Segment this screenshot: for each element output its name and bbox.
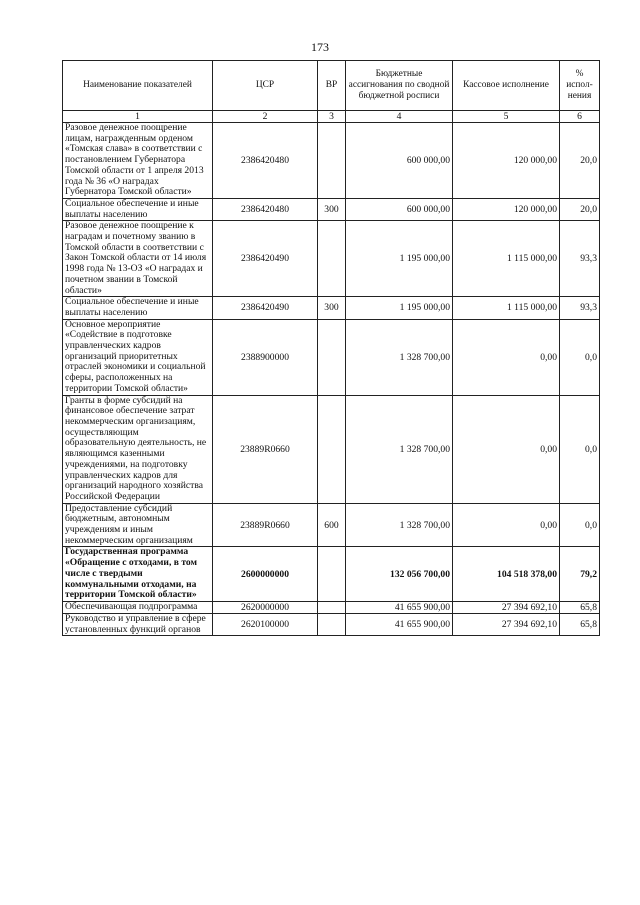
row-percent: 79,2 xyxy=(560,547,600,602)
header-csr: ЦСР xyxy=(213,61,318,111)
table-row xyxy=(63,123,600,199)
row-budget: 1 328 700,00 xyxy=(346,503,453,547)
row-cash: 0,00 xyxy=(453,395,560,503)
row-vr xyxy=(318,221,346,297)
row-budget: 1 195 000,00 xyxy=(346,221,453,297)
row-percent: 20,0 xyxy=(560,198,600,220)
table-row-program xyxy=(63,547,600,602)
row-cash: 120 000,00 xyxy=(453,123,560,199)
row-percent: 20,0 xyxy=(560,123,600,199)
row-name: Предоставление субсидий бюджетным, автономным учреждениям и иным некоммерческим организациям xyxy=(63,503,213,547)
row-vr xyxy=(318,601,346,613)
row-vr: 600 xyxy=(318,503,346,547)
row-budget: 1 328 700,00 xyxy=(346,395,453,503)
row-csr: 2386420490 xyxy=(213,297,318,319)
row-budget: 1 195 000,00 xyxy=(346,297,453,319)
row-percent: 0,0 xyxy=(560,503,600,547)
row-cash: 27 394 692,10 xyxy=(453,613,560,635)
row-vr xyxy=(318,613,346,635)
row-vr xyxy=(318,395,346,503)
header-percent: % испол-нения xyxy=(560,61,600,111)
column-number: 1 xyxy=(63,111,213,123)
column-number: 2 xyxy=(213,111,318,123)
row-name: Разовое денежное поощрение лицам, награжденным орденом «Томская слава» в соответствии с постановлением Губернатора Томской области от 1 апреля 2013 года № 36 «О наградах Губернатора Томской области» xyxy=(63,123,213,199)
row-name: Социальное обеспечение и иные выплаты населению xyxy=(63,297,213,319)
row-vr xyxy=(318,547,346,602)
column-number: 5 xyxy=(453,111,560,123)
row-csr: 23889R0660 xyxy=(213,503,318,547)
table-row xyxy=(63,601,600,613)
table-header xyxy=(63,61,600,123)
row-name: Гранты в форме субсидий на финансовое обеспечение затрат некоммерческим организациям, осуществляющим образовательную деятельность, не являющимся казенными учреждениями, на подготовку управленческих кадров для организаций народного хозяйства Российской Федерации xyxy=(63,395,213,503)
column-number: 4 xyxy=(346,111,453,123)
row-csr: 2600000000 xyxy=(213,547,318,602)
row-vr xyxy=(318,319,346,395)
row-cash: 120 000,00 xyxy=(453,198,560,220)
row-percent: 0,0 xyxy=(560,395,600,503)
row-budget: 41 655 900,00 xyxy=(346,613,453,635)
row-csr: 2386420480 xyxy=(213,123,318,199)
budget-table xyxy=(62,60,600,636)
table-row xyxy=(63,503,600,547)
table-row xyxy=(63,319,600,395)
column-number-row xyxy=(63,111,600,123)
row-csr: 23889R0660 xyxy=(213,395,318,503)
row-budget: 600 000,00 xyxy=(346,198,453,220)
row-budget: 1 328 700,00 xyxy=(346,319,453,395)
row-percent: 93,3 xyxy=(560,221,600,297)
row-cash: 0,00 xyxy=(453,319,560,395)
row-cash: 27 394 692,10 xyxy=(453,601,560,613)
header-name: Наименование показателей xyxy=(63,61,213,111)
table-row xyxy=(63,395,600,503)
row-budget: 132 056 700,00 xyxy=(346,547,453,602)
row-budget: 600 000,00 xyxy=(346,123,453,199)
row-csr: 2386420480 xyxy=(213,198,318,220)
row-name: Руководство и управление в сфере установленных функций органов xyxy=(63,613,213,635)
row-percent: 65,8 xyxy=(560,601,600,613)
row-name: Разовое денежное поощрение к наградам и почетному званию в Томской области в соответствии с Закон Томской области от 14 июля 1998 года № 13-ОЗ «О наградах и почетном звании в Томской области» xyxy=(63,221,213,297)
header-cash: Кассовое исполнение xyxy=(453,61,560,111)
row-csr: 2388900000 xyxy=(213,319,318,395)
table-row xyxy=(63,221,600,297)
row-name: Социальное обеспечение и иные выплаты населению xyxy=(63,198,213,220)
page-number: 173 xyxy=(311,40,329,54)
column-number: 6 xyxy=(560,111,600,123)
row-vr: 300 xyxy=(318,297,346,319)
row-name: Государственная программа «Обращение с отходами, в том числе с твердыми коммунальными отходами, на территории Томской области» xyxy=(63,547,213,602)
row-budget: 41 655 900,00 xyxy=(346,601,453,613)
row-name: Обеспечивающая подпрограмма xyxy=(63,601,213,613)
column-number: 3 xyxy=(318,111,346,123)
row-cash: 0,00 xyxy=(453,503,560,547)
row-percent: 93,3 xyxy=(560,297,600,319)
header-vr: ВР xyxy=(318,61,346,111)
table-row xyxy=(63,297,600,319)
row-csr: 2620100000 xyxy=(213,613,318,635)
row-csr: 2620000000 xyxy=(213,601,318,613)
row-cash: 1 115 000,00 xyxy=(453,297,560,319)
row-cash: 104 518 378,00 xyxy=(453,547,560,602)
table-row xyxy=(63,613,600,635)
row-vr: 300 xyxy=(318,198,346,220)
header-budget: Бюджетные ассигнования по сводной бюджетной росписи xyxy=(346,61,453,111)
row-cash: 1 115 000,00 xyxy=(453,221,560,297)
row-vr xyxy=(318,123,346,199)
row-csr: 2386420490 xyxy=(213,221,318,297)
row-percent: 0,0 xyxy=(560,319,600,395)
table-body xyxy=(63,123,600,636)
table-row xyxy=(63,198,600,220)
row-name: Основное мероприятие «Содействие в подготовке управленческих кадров организаций приоритетных отраслей экономики и социальной сферы, расположенных на территории Томской области» xyxy=(63,319,213,395)
row-percent: 65,8 xyxy=(560,613,600,635)
